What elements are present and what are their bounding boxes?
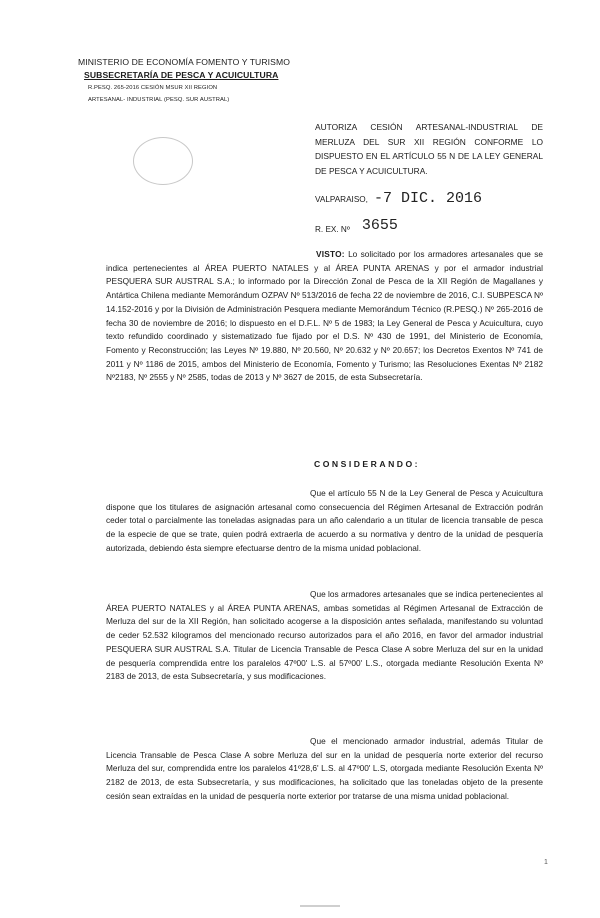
date-stamp: -7 DIC. 2016 [373,190,482,207]
header-reference-line-1: R.PESQ. 265-2016 CESIÓN MSUR XII REGION [88,85,218,91]
resolution-number-line [315,217,398,237]
scan-artifact [300,905,340,907]
page-number: 1 [544,859,548,866]
rex-number: 3655 [361,217,398,234]
visto-paragraph [106,248,543,385]
official-stamp [133,137,193,185]
resolution-title: AUTORIZA CESIÓN ARTESANAL-INDUSTRIAL DE MERLUZA DEL SUR XII REGIÓN CONFORME LO DISPUESTO EN EL ARTÍCULO 55 N DE LA LEY GENERAL DE PESCA Y ACUICULTURA. [315,122,543,176]
considerando-paragraph-1 [106,487,543,556]
considerando-1-text: Que el artículo 55 N de la Ley General de Pesca y Acuicultura dispone que los titulares de asignación artesanal como consecuencia del Régimen Artesanal de Extracción podrán ceder total o parcialmente las toneladas asignadas para un año calendario a un titular de licencia transable de pesca de la especie de que se trate, quien podrá extraerla de acuerdo a su normativa y dentro de la unidad de pesquería autorizada, debiendo ésta siempre efectuarse dentro de la misma unidad poblacional. [106,488,543,553]
considerando-2-text: Que los armadores artesanales que se indica pertenecientes al ÁREA PUERTO NATALES y al ÁREA PUNTA ARENAS, ambas sometidas al Régimen Artesanal de Extracción de Merluza del sur de la XII Región, han solicitado acogerse a la disposición antes señalada, manifestando su voluntad de ceder 52.532 kilogramos del mencionado recurso autorizados para el año 2016, en favor del armador industrial PESQUERA SUR AUSTRAL S.A. Titular de Licencia Transable de Pesca Clase A sobre Merluza del sur en la unidad de pesquería comprendida entre los paralelos 47º00' L.S. al 57º00' L.S., otorgada mediante Resolución Exenta Nº 2183 de 2013, de esta Subsecretaría, y sus modificaciones. [106,589,543,682]
header-ministerio: MINISTERIO DE ECONOMÍA FOMENTO Y TURISMO [78,57,291,67]
visto-label: VISTO: [316,249,345,259]
considerando-heading: CONSIDERANDO: [314,459,421,469]
visto-text: Lo solicitado por los armadores artesanales que se indica pertenecientes al ÁREA PUERTO NATALES y al ÁREA PUNTA ARENAS y por el armador industrial PESQUERA SUR AUSTRAL S.A.; lo informado por la Dirección Zonal de Pesca de la XII Región de Magallanes y Antártica Chilena mediante Memorándum OZPAV Nº 513/2016 de fecha 22 de noviembre de 2016, C.I. SUBPESCA Nº 14.152-2016 y por la División de Administración Pesquera mediante Memorándum Técnico (R.PESQ.) Nº 265-2016 de fecha 30 de noviembre de 2016; lo dispuesto en el D.F.L. Nº 5 de 1983; la Ley General de Pesca y Acuicultura, cuyo texto refundido coordinado y sistematizado fue fijado por el D.S. Nº 430 de 1991, del Ministerio de Economía, Fomento y Reconstrucción; las Leyes Nº 19.880, Nº 20.560, Nº 20.632 y Nº 20.657; los Decretos Exentos Nº 741 de 2011 y Nº 1186 de 2015, ambos del Ministerio de Economía, Fomento y Turismo; las Resoluciones Exentas Nº 2182 Nº2183, Nº 2555 y Nº 2585, todas de 2013 y Nº 3627 de 2015, de esta Subsecretaría. [106,249,543,383]
city-date-line [315,190,482,207]
city-label: VALPARAISO, [315,195,368,204]
considerando-paragraph-3 [106,735,543,804]
header-subsecretaria: SUBSECRETARÍA DE PESCA Y ACUICULTURA [84,70,279,80]
considerando-paragraph-2 [106,588,543,684]
considerando-3-text: Que el mencionado armador industrial, además Titular de Licencia Transable de Pesca Clase A sobre Merluza del sur en la unidad de pesquería norte exterior del recurso Merluza del sur, comprendida entre los paralelos 41º28,6' L.S. al 47º00' L.S, otorgada mediante Resolución Exenta Nº 2182 de 2013, de esta Subsecretaría, y sus modificaciones, ha solicitado que las toneladas objeto de la presente cesión sean extraídas en la unidad de pesquería norte exterior por tratarse de una misma unidad poblacional. [106,736,543,801]
rex-label: R. EX. Nº [315,225,350,234]
header-reference-line-2: ARTESANAL- INDUSTRIAL (PESQ. SUR AUSTRAL) [88,97,230,103]
